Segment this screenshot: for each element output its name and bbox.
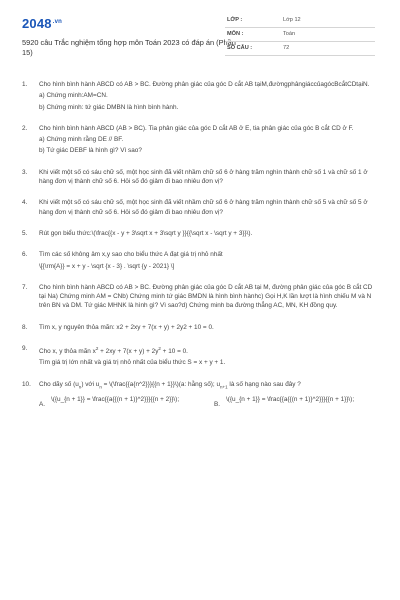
- question-text: Tìm giá trị lớn nhất và giá trị nhỏ nhất của biểu thức S = x + y + 1.: [39, 359, 226, 367]
- question-formula: \[{\rm{A}} = x + y - \sqrt {x - 3} . \sqrt {y - 2021} \]: [39, 262, 175, 270]
- superscript: 2: [95, 346, 99, 352]
- superscript: 2: [158, 346, 161, 352]
- subscript: n: [78, 384, 82, 390]
- question-number: 6.: [22, 251, 28, 259]
- meta-value: Toán: [283, 31, 296, 37]
- meta-label: LỚP :: [227, 17, 243, 23]
- text-part: + 2xy + 7(x + y) + 2y: [98, 348, 159, 356]
- question-item: [22, 250, 380, 271]
- question-item: [22, 124, 380, 156]
- site-logo[interactable]: [22, 16, 62, 31]
- logo-suffix: .vn: [52, 18, 63, 25]
- question-text: Cho hình bình hành ABCD (AB > BC). Tia phân giác của góc D cắt AB ở E, tia phân giác của góc B cắt CD ở F.: [39, 124, 354, 132]
- question-list: [22, 80, 380, 429]
- text-part: là số hạng nào sau đây ?: [227, 380, 301, 388]
- question-item: [22, 80, 380, 112]
- question-text: Cho hình bình hành ABCD có AB > BC. Đường phân giác của góc D cắt AB tạiM,đườngphângiáccủagócBcắtCDtạiN.: [39, 81, 370, 88]
- meta-value: Lớp 12: [283, 17, 301, 23]
- option-letter: A.: [39, 401, 46, 409]
- question-number: 2.: [22, 124, 28, 132]
- question-item: [22, 229, 380, 238]
- question-part: a) Chứng minh rằng DE // BF.: [39, 136, 124, 144]
- question-text: Cho hình bình hành ABCD có AB > BC. Đường phân giác của góc D cắt AB tại M, đường phân giác của góc B cắt CD tại Na) Chứng minh AM = CNb) Chứng minh tứ giác BMDN là hình bình hànhc) Gọi H,K lần lượt là hình chiếu M và N trên BN và DM. Tứ giác MHNK là hình gì? Vì sao?d) Chứng minh ba đường thẳng AC, MN, KH đồng quy.: [39, 283, 373, 310]
- text-part: ) với u: [81, 380, 100, 388]
- question-item: [22, 323, 380, 332]
- question-text: Tìm các số không âm x,y sao cho biểu thức A đạt giá trị nhỏ nhất: [39, 251, 223, 259]
- meta-row-count: [225, 42, 375, 56]
- question-item: [22, 283, 380, 311]
- text-part: Cho dãy số (u: [39, 380, 79, 388]
- question-number: 3.: [22, 168, 28, 176]
- meta-table: [225, 14, 375, 56]
- question-item: [22, 380, 380, 418]
- option-text: \({u_{n + 1}} = \frac{{a{{(n + 1)}^2}}}{{n + 2}}\);: [51, 396, 180, 404]
- meta-row-class: [225, 14, 375, 28]
- question-text: Khi viết một số có sáu chữ số, một học sinh đã viết nhầm chữ số 6 ở hàng trăm nghìn thành chữ số 5 và chữ số 5 ở hàng đơn vị thành chữ số 6. Hỏi số đó giảm đi bao nhiêu đơn vị?: [39, 199, 368, 216]
- option-text: \({u_{n + 1}} = \frac{{a{{(n + 1)}^2}}}{{n + 1}}\);: [226, 396, 355, 404]
- question-part: b) Tứ giác DEBF là hình gì? Vì sao?: [39, 147, 142, 155]
- meta-label: MÔN :: [227, 31, 244, 37]
- question-text: [39, 344, 380, 356]
- question-part: a) Chứng minh:AM=CN.: [39, 92, 108, 100]
- question-text: [39, 380, 380, 392]
- subscript: n+1: [220, 384, 228, 390]
- question-item: [22, 344, 380, 368]
- answer-options: [39, 395, 380, 417]
- meta-row-subject: [225, 28, 375, 42]
- meta-value: 72: [283, 45, 290, 51]
- text-part: + 10 = 0.: [160, 348, 188, 356]
- question-text: Tìm x, y nguyên thỏa mãn: x2 + 2xy + 7(x + y) + 2y2 + 10 = 0.: [39, 323, 214, 331]
- question-number: 7.: [22, 283, 28, 291]
- question-text: Khi viết một số có sáu chữ số, một học sinh đã viết nhầm chữ số 6 ở hàng trăm nghìn thành chữ số 1 và chữ số 1 ở hàng đơn vị thành chữ số 6. Hỏi số đó giảm đi bao nhiêu đơn vị?: [39, 168, 368, 186]
- page-title: 5920 câu Trắc nghiệm tổng hợp môn Toán 2023 có đáp án (Phần 15): [22, 38, 236, 57]
- question-number: 8.: [22, 323, 28, 331]
- subscript: n: [99, 384, 102, 390]
- logo-text: 2048: [22, 16, 52, 31]
- question-number: 10.: [22, 380, 31, 388]
- option-letter: B.: [214, 401, 221, 409]
- question-number: 5.: [22, 229, 28, 237]
- question-number: 4.: [22, 199, 28, 207]
- question-part: b) Chứng minh: tứ giác DMBN là hình bình hành.: [39, 103, 179, 111]
- question-item: [22, 198, 380, 217]
- meta-label: SỐ CÂU :: [227, 45, 253, 51]
- text-part: Cho x, y thỏa mãn x: [39, 348, 96, 356]
- question-text: Rút gọn biểu thức:\(\frac{{x - y + 3\sqrt x + 3\sqrt y }}{{\sqrt x - \sqrt y + 3}}\).: [39, 229, 253, 237]
- text-part: = \(\frac{{a{n^2}}}{{n + 1}}\)(a: hằng số); u: [101, 380, 220, 388]
- question-item: [22, 168, 380, 187]
- question-number: 1.: [22, 81, 28, 88]
- question-number: 9.: [22, 345, 28, 353]
